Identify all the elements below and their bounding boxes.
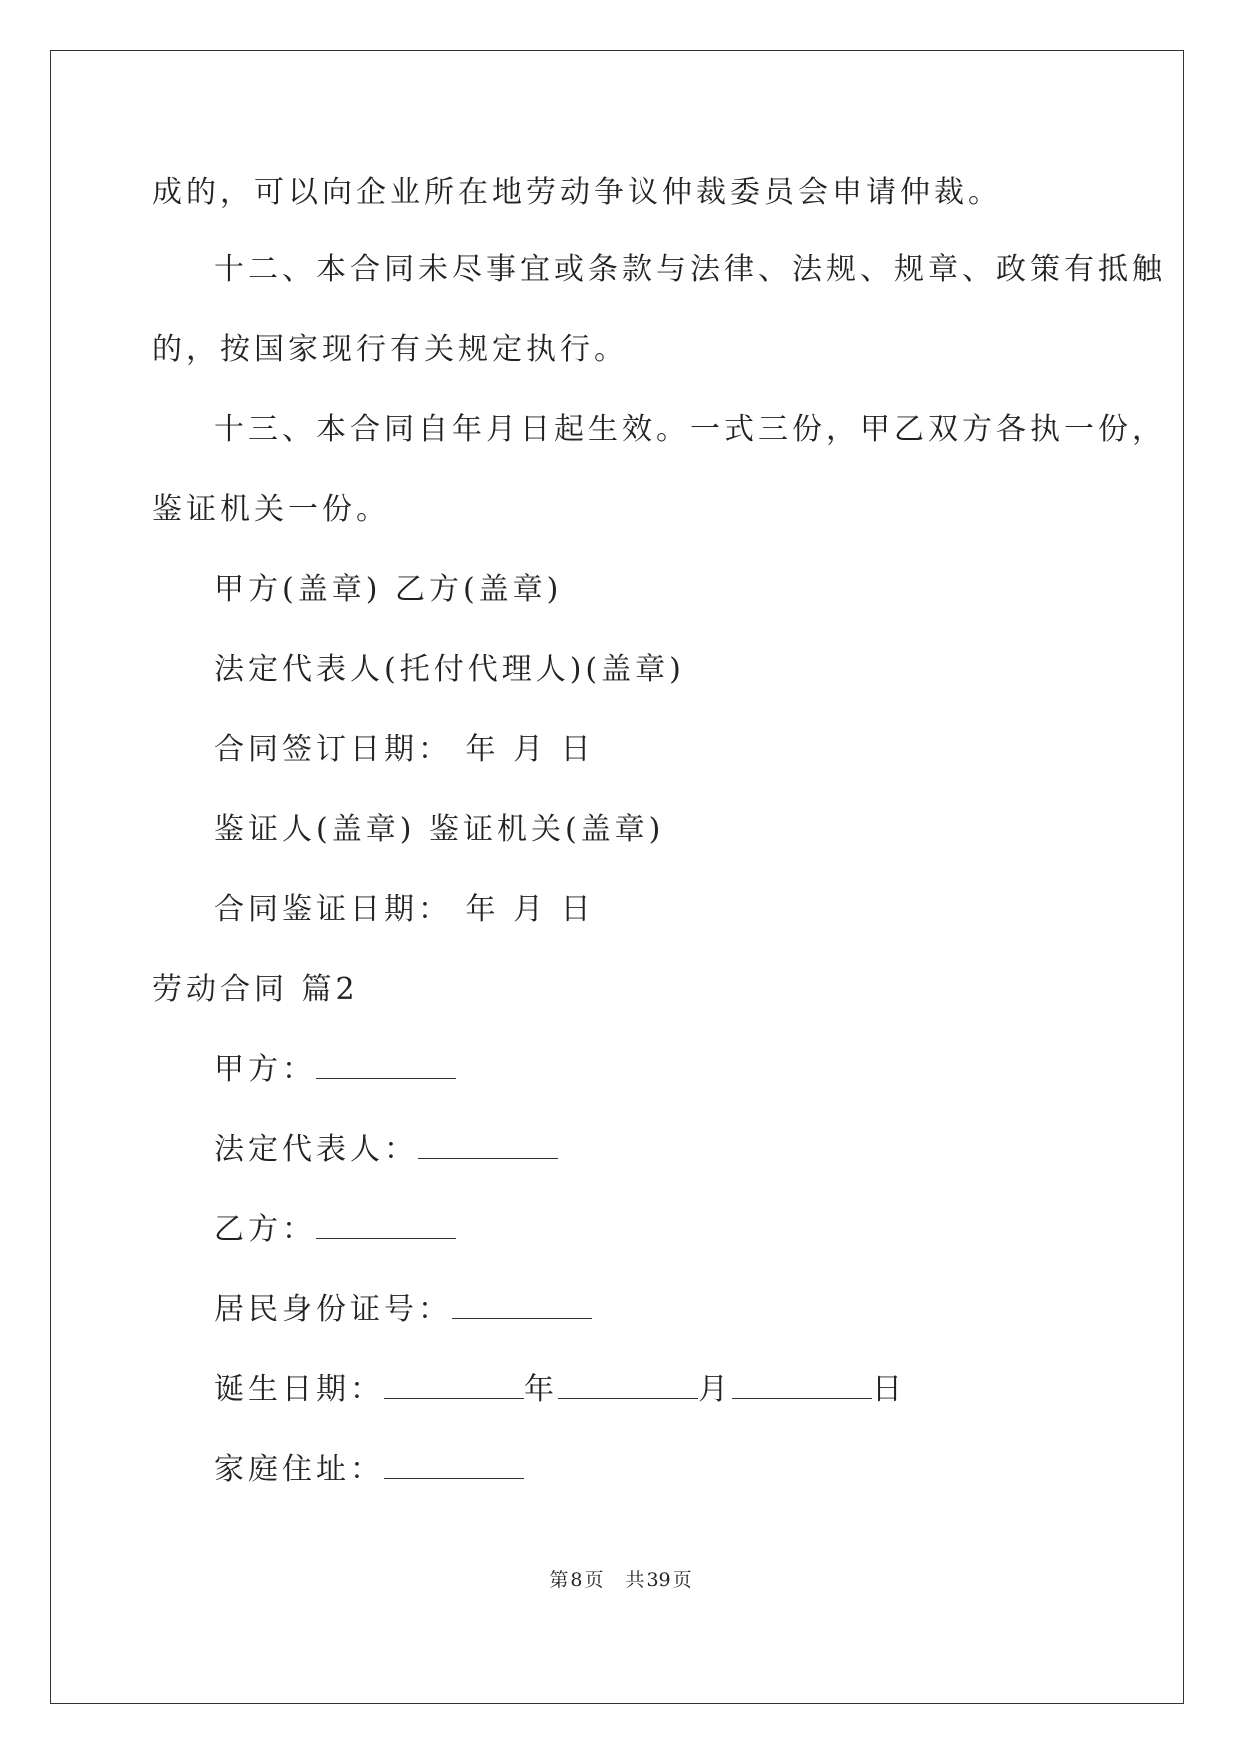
birth-date-label: 诞生日期： bbox=[214, 1372, 384, 1407]
birth-day-label: 日 bbox=[872, 1372, 906, 1407]
page-suffix: 页 bbox=[584, 1569, 604, 1591]
signature-parties: 甲方(盖章) 乙方(盖章) bbox=[214, 572, 563, 607]
clause-text-line: 成的，可以向企业所在地劳动争议仲裁委员会申请仲裁。 bbox=[152, 175, 1002, 210]
page-footer bbox=[0, 1568, 1241, 1592]
id-number-blank[interactable] bbox=[452, 1292, 592, 1319]
birth-month-blank[interactable] bbox=[558, 1372, 698, 1399]
clause-12-line-1: 十二、本合同未尽事宜或条款与法律、法规、规章、政策有抵触 bbox=[214, 252, 1166, 287]
id-number-field bbox=[214, 1292, 592, 1328]
clause-12-line-2: 的，按国家现行有关规定执行。 bbox=[152, 332, 628, 367]
legal-rep-blank[interactable] bbox=[418, 1132, 558, 1159]
party-b-field bbox=[214, 1212, 456, 1248]
birth-date-field bbox=[214, 1372, 906, 1408]
total-prefix: 共 bbox=[625, 1569, 645, 1591]
clause-13-line-1: 十三、本合同自年月日起生效。一式三份，甲乙双方各执一份， bbox=[214, 412, 1166, 447]
birth-year-label: 年 bbox=[524, 1372, 558, 1407]
section-heading: 劳动合同 篇2 bbox=[152, 972, 359, 1007]
party-a-blank[interactable] bbox=[316, 1052, 456, 1079]
total-pages: 39 bbox=[646, 1569, 671, 1591]
address-field bbox=[214, 1452, 524, 1488]
birth-year-blank[interactable] bbox=[384, 1372, 524, 1399]
clause-13-line-2: 鉴证机关一份。 bbox=[152, 492, 390, 527]
birth-month-label: 月 bbox=[698, 1372, 732, 1407]
total-suffix: 页 bbox=[672, 1569, 692, 1591]
verifier-line: 鉴证人(盖章) 鉴证机关(盖章) bbox=[214, 812, 665, 847]
legal-rep-label: 法定代表人： bbox=[214, 1132, 418, 1167]
address-label: 家庭住址： bbox=[214, 1452, 384, 1487]
address-blank[interactable] bbox=[384, 1452, 524, 1479]
page-number: 8 bbox=[570, 1569, 583, 1591]
id-number-label: 居民身份证号： bbox=[214, 1292, 452, 1327]
party-b-blank[interactable] bbox=[316, 1212, 456, 1239]
verification-date-line: 合同鉴证日期： 年 月 日 bbox=[214, 892, 595, 927]
legal-representative-line: 法定代表人(托付代理人)(盖章) bbox=[214, 652, 685, 687]
party-b-label: 乙方： bbox=[214, 1212, 316, 1247]
party-a-field bbox=[214, 1052, 456, 1088]
party-a-label: 甲方： bbox=[214, 1052, 316, 1087]
legal-rep-field bbox=[214, 1132, 558, 1168]
birth-day-blank[interactable] bbox=[732, 1372, 872, 1399]
signing-date-line: 合同签订日期： 年 月 日 bbox=[214, 732, 595, 767]
page-prefix: 第 bbox=[549, 1569, 569, 1591]
